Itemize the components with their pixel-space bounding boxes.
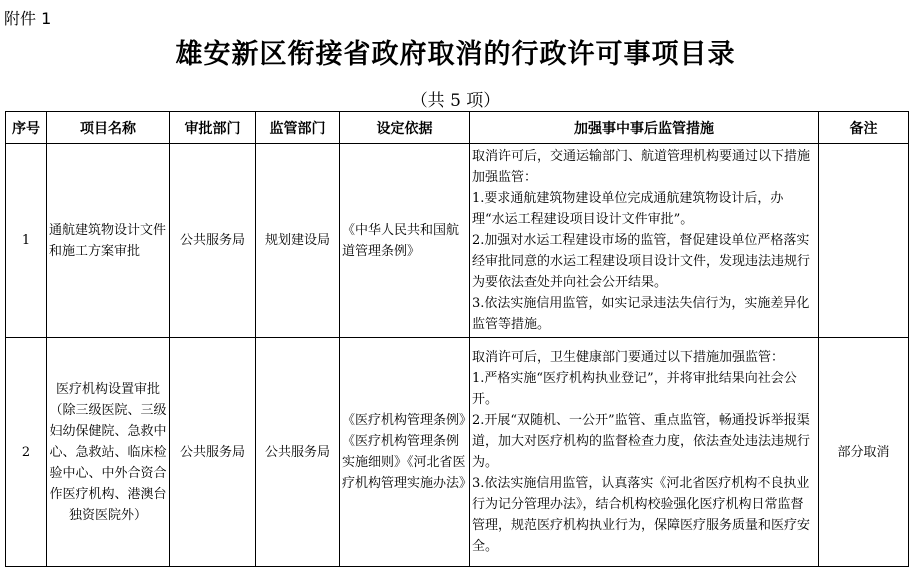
measure-item: 1.严格实施“医疗机构执业登记”，并将审批结果向社会公开。 [472, 371, 797, 407]
cell-item-name: 通航建筑物设计文件和施工方案审批 [47, 144, 170, 338]
item-count-note: （共 5 项） [410, 91, 501, 111]
header-supervision-dept: 监管部门 [256, 112, 340, 144]
attachment-label: 附件 1 [4, 9, 52, 28]
cell-remark: 部分取消 [819, 338, 909, 567]
cell-approval-dept: 公共服务局 [170, 144, 256, 338]
cell-supervision-dept: 规划建设局 [256, 144, 340, 338]
measure-intro: 取消许可后，交通运输部门、航道管理机构要通过以下措施加强监管： [472, 149, 811, 185]
cell-measures [470, 338, 819, 567]
cell-approval-dept: 公共服务局 [170, 338, 256, 567]
measure-item: 3.依法实施信用监管，认真落实《河北省医疗机构不良执业行为记分管理办法》，结合机构校验强化医疗机构日常监督管理，规范医疗机构执业行为，保障医疗服务质量和医疗安全。 [472, 476, 811, 554]
cell-legal-basis: 《医疗机构管理条例》《医疗机构管理条例实施细则》《河北省医疗机构管理实施办法》 [340, 338, 470, 567]
cell-legal-basis: 《中华人民共和国航道管理条例》 [340, 144, 470, 338]
cell-measures [470, 144, 819, 338]
table-row [6, 144, 909, 338]
table-row [6, 338, 909, 567]
header-legal-basis: 设定依据 [340, 112, 470, 144]
header-remark: 备注 [819, 112, 909, 144]
cell-remark [819, 144, 909, 338]
measure-item: 2.开展“双随机、一公开”监管、重点监管，畅通投诉举报渠道，加大对医疗机构的监督检查力度，依法查处违法违规行为。 [472, 413, 811, 470]
table-header-row [6, 112, 909, 144]
cell-supervision-dept: 公共服务局 [256, 338, 340, 567]
header-item-name: 项目名称 [47, 112, 170, 144]
measure-item: 2.加强对水运工程建设市场的监管，督促建设单位严格落实经审批同意的水运工程建设项目设计文件，发现违法违规行为要依法查处并向社会公开结果。 [472, 233, 811, 290]
measure-item: 1.要求通航建筑物建设单位完成通航建筑物设计后，办理“水运工程建设项目设计文件审批”。 [472, 191, 784, 227]
cell-index: 1 [6, 144, 47, 338]
header-measures: 加强事中事后监管措施 [470, 112, 819, 144]
cell-item-name: 医疗机构设置审批（除三级医院、三级妇幼保健院、急救中心、急救站、临床检验中心、中外合资合作医疗机构、港澳台独资医院外） [47, 338, 170, 567]
header-index: 序号 [6, 112, 47, 144]
header-approval-dept: 审批部门 [170, 112, 256, 144]
catalog-table [5, 111, 909, 567]
cell-index: 2 [6, 338, 47, 567]
page-title: 雄安新区衔接省政府取消的行政许可事项目录 [175, 39, 736, 70]
measure-intro: 取消许可后，卫生健康部门要通过以下措施加强监管： [472, 350, 785, 365]
measure-item: 3.依法实施信用监管，如实记录违法失信行为，实施差异化监管等措施。 [472, 296, 810, 332]
